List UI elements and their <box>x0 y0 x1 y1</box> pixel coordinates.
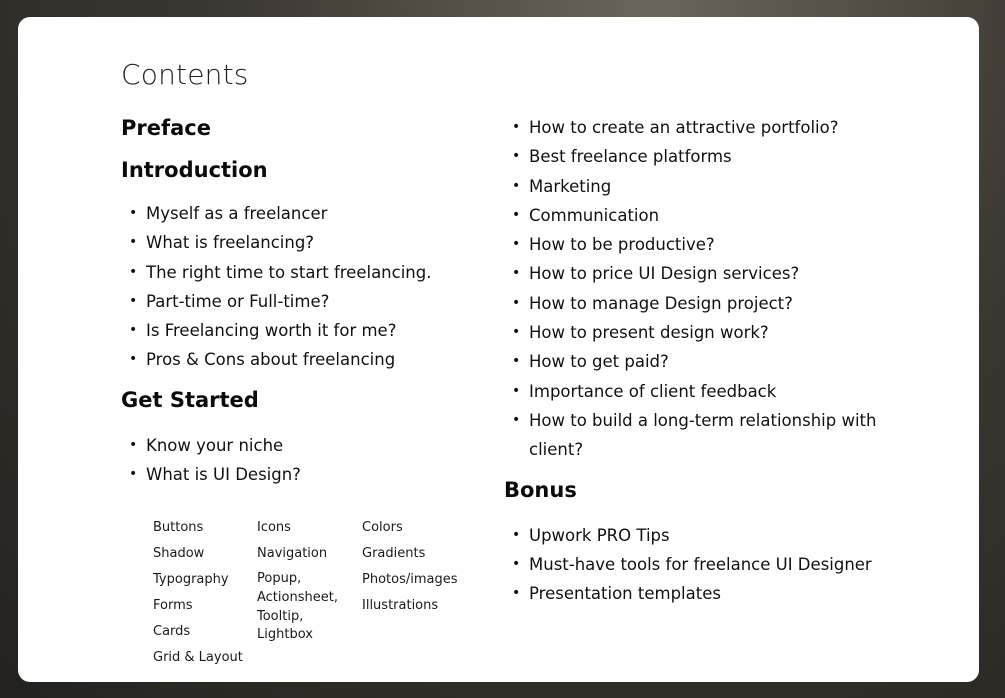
list-item: • How to build a long-term relationship with client? <box>504 406 884 465</box>
get-started-list <box>121 431 491 490</box>
preface-heading: Preface <box>121 116 211 140</box>
bonus-list <box>504 521 884 609</box>
ui-topics-column-1 <box>153 515 253 671</box>
ui-topic: Gradients <box>362 546 426 561</box>
left-column <box>121 113 491 489</box>
list-item: • How to be productive? <box>504 230 884 259</box>
list-item: • Must-have tools for freelance UI Designer <box>504 550 884 579</box>
contents-card <box>18 17 979 682</box>
list-item: • How to present design work? <box>504 318 884 347</box>
list-item: • Marketing <box>504 172 884 201</box>
ui-topic: Typography <box>153 572 229 587</box>
introduction-heading: Introduction <box>121 158 268 182</box>
list-item: • Part-time or Full-time? <box>121 287 491 316</box>
list-item: • Importance of client feedback <box>504 377 884 406</box>
ui-topic: Illustrations <box>362 598 439 613</box>
list-item: • What is freelancing? <box>121 228 491 257</box>
ui-topic: Photos/images <box>362 572 458 587</box>
ui-topic: Navigation <box>257 546 328 561</box>
ui-topic: Icons <box>257 520 291 535</box>
list-item: • Myself as a freelancer <box>121 199 491 228</box>
list-item: • The right time to start freelancing. <box>121 258 491 287</box>
right-column <box>504 113 884 608</box>
list-item: • Upwork PRO Tips <box>504 521 884 550</box>
get-started-heading: Get Started <box>121 387 259 412</box>
ui-topic: Forms <box>153 598 193 613</box>
list-item: • Best freelance platforms <box>504 142 884 171</box>
topics-list <box>504 113 884 465</box>
ui-topic: Colors <box>362 520 403 535</box>
page-title: Contents <box>121 58 249 91</box>
list-item: • How to manage Design project? <box>504 289 884 318</box>
list-item: • What is UI Design? <box>121 460 491 489</box>
list-item: • Is Freelancing worth it for me? <box>121 316 491 345</box>
ui-topic: Buttons <box>153 520 204 535</box>
list-item: • Communication <box>504 201 884 230</box>
ui-topics-column-2 <box>257 515 357 649</box>
ui-topic: Grid & Layout <box>153 650 243 665</box>
ui-topic: Shadow <box>153 546 205 561</box>
list-item: • How to price UI Design services? <box>504 259 884 288</box>
introduction-list <box>121 199 491 375</box>
bonus-heading: Bonus <box>504 477 577 502</box>
list-item: • How to create an attractive portfolio? <box>504 113 884 142</box>
ui-topic: Cards <box>153 624 191 639</box>
ui-topic: Popup, Actionsheet, Tooltip, Lightbox <box>257 571 338 643</box>
list-item: • Know your niche <box>121 431 491 460</box>
list-item: • How to get paid? <box>504 347 884 376</box>
ui-topics-column-3 <box>362 515 462 619</box>
list-item: • Pros & Cons about freelancing <box>121 345 491 374</box>
list-item: • Presentation templates <box>504 579 884 608</box>
